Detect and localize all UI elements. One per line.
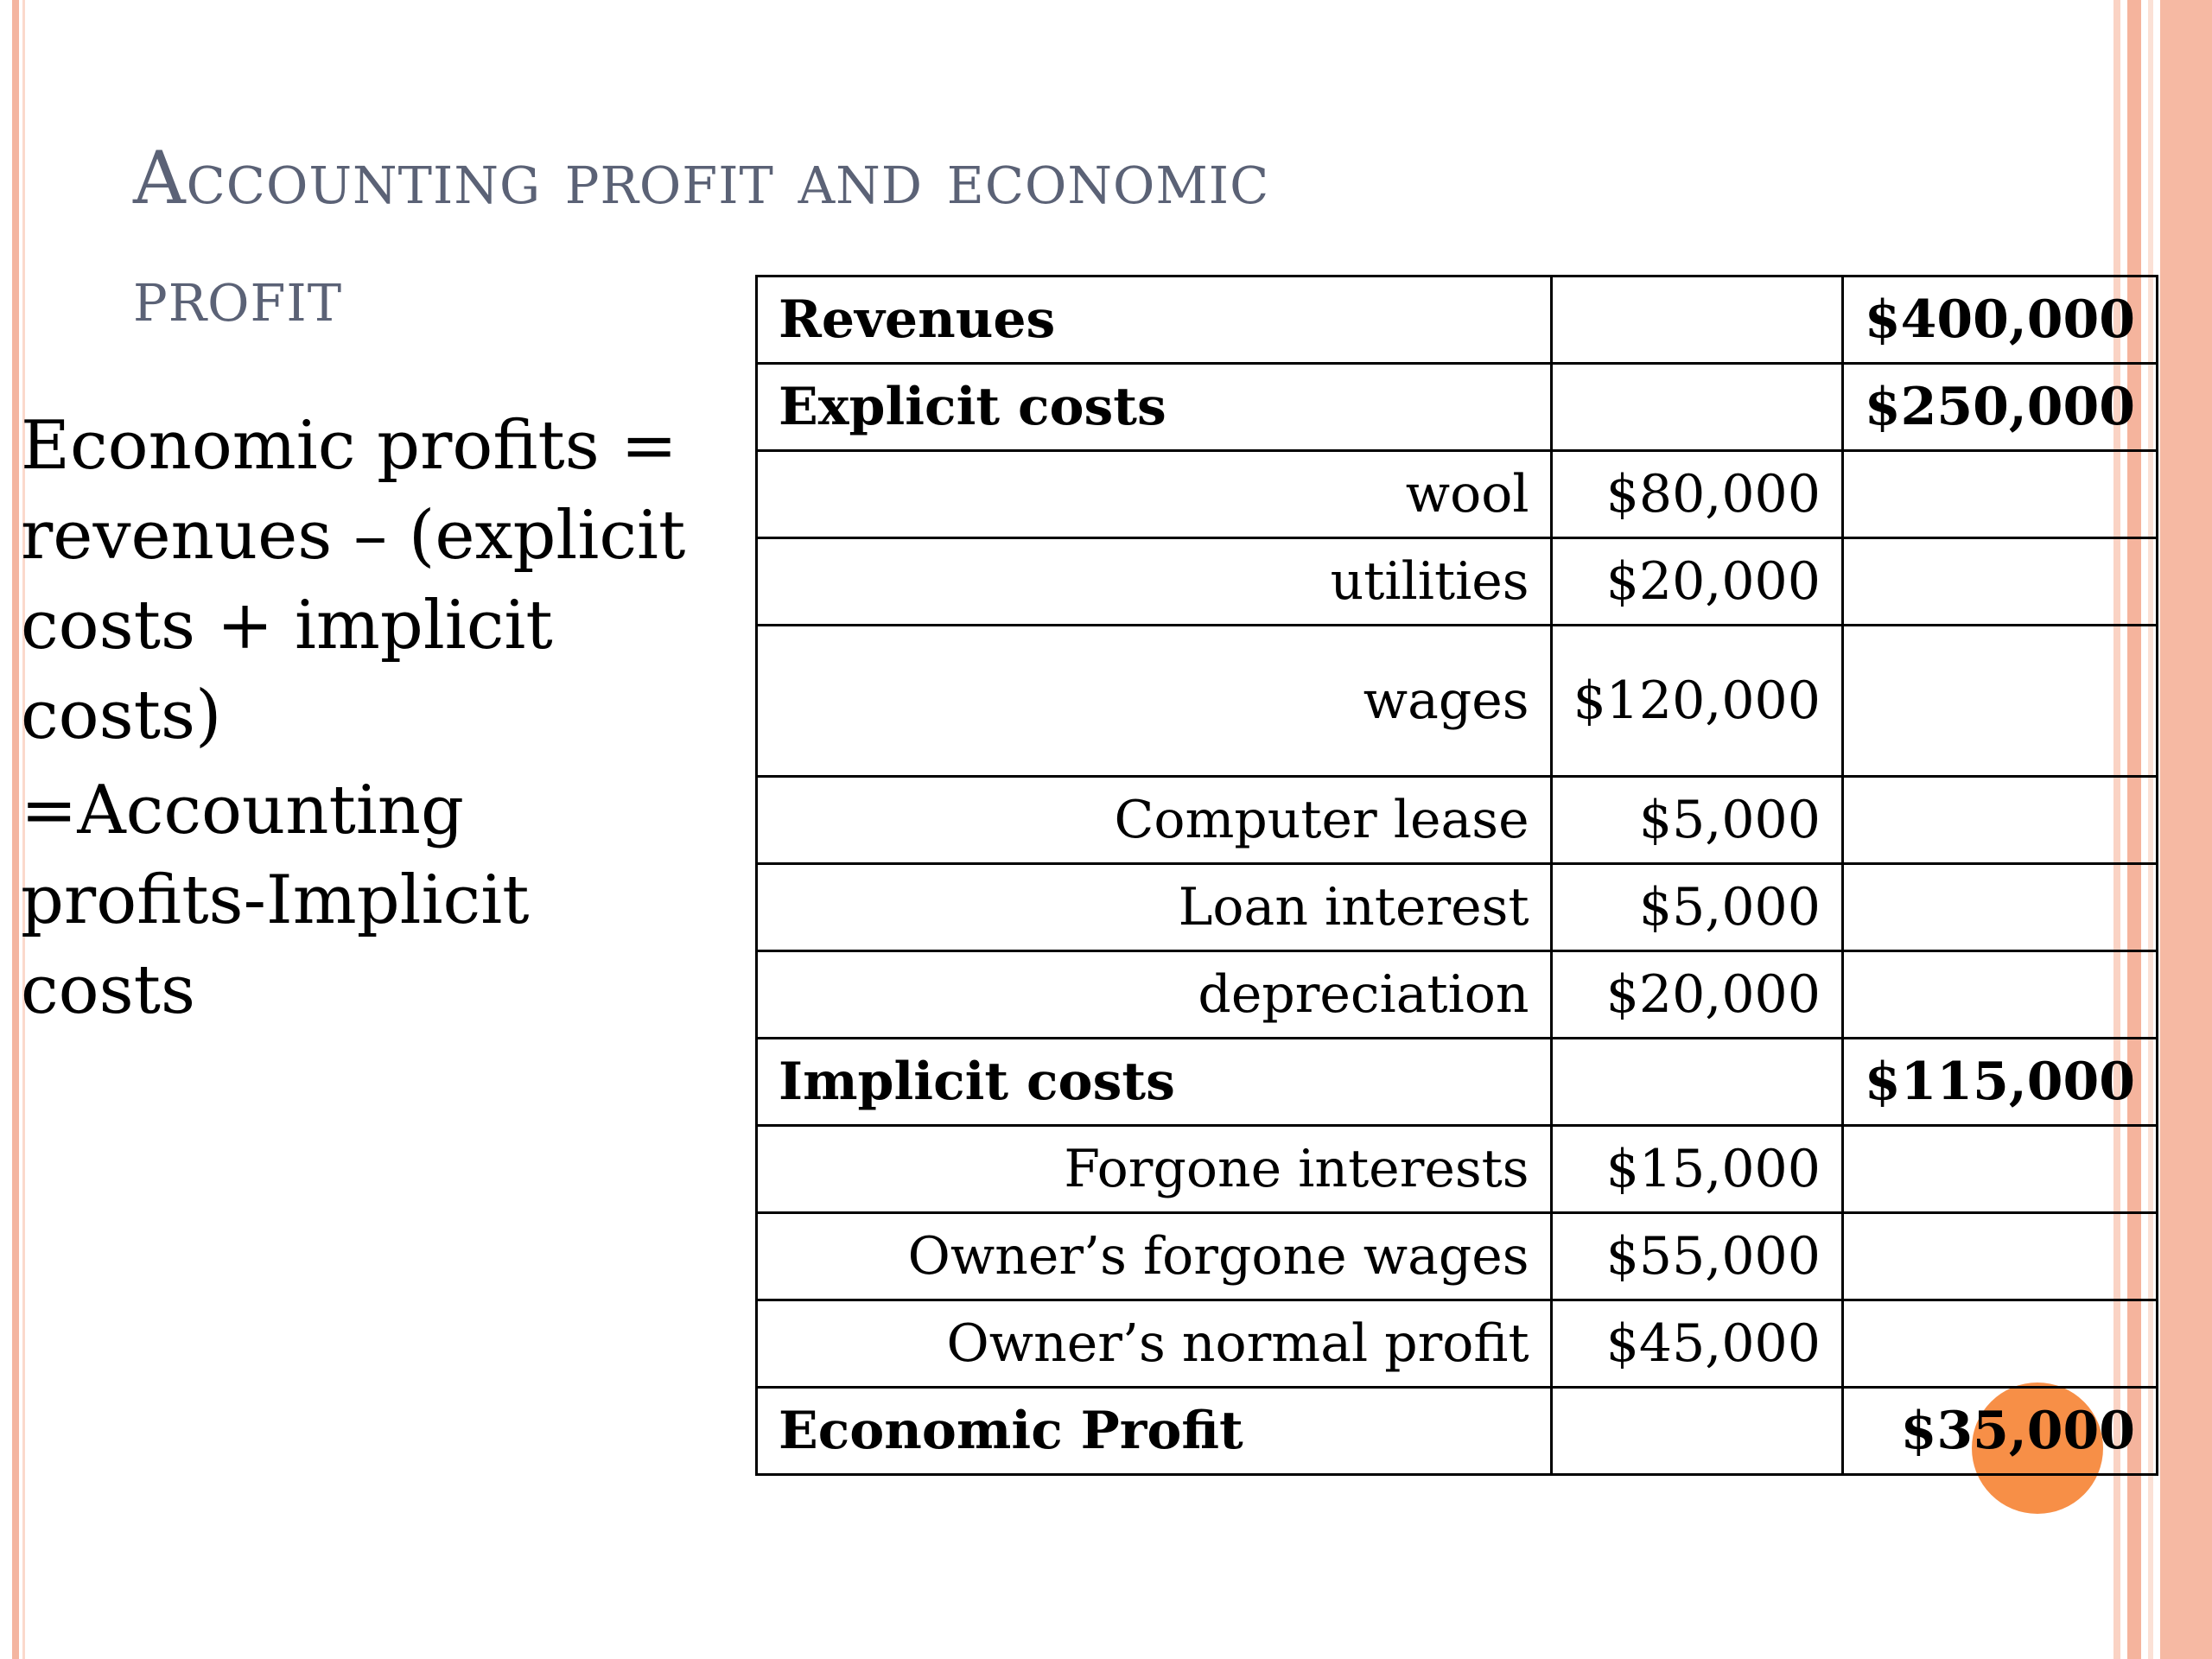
table-row	[757, 451, 2158, 538]
table-row	[757, 626, 2158, 777]
row-label-cell: Owner’s forgone wages	[757, 1213, 1552, 1300]
slide-body	[21, 401, 712, 1040]
table-row	[757, 276, 2158, 364]
row-amount-cell	[1551, 364, 1842, 451]
row-label-cell: Loan interest	[757, 864, 1552, 951]
table-row	[757, 951, 2158, 1039]
row-total-cell	[1842, 451, 2157, 538]
table-row	[757, 1039, 2158, 1126]
profit-table	[755, 275, 2158, 1476]
table-row	[757, 538, 2158, 626]
row-amount-cell	[1551, 1039, 1842, 1126]
slide-title-line1: Accounting profit and economic	[133, 136, 1270, 220]
left-border-decoration	[12, 0, 19, 1659]
row-amount-cell: $5,000	[1551, 777, 1842, 864]
row-total-cell	[1842, 1300, 2157, 1388]
row-label-cell: depreciation	[757, 951, 1552, 1039]
right-border-stripe	[2160, 0, 2212, 1659]
row-label-cell: Implicit costs	[757, 1039, 1552, 1126]
row-amount-cell: $45,000	[1551, 1300, 1842, 1388]
row-total-cell	[1842, 626, 2157, 777]
row-label-cell: Computer lease	[757, 777, 1552, 864]
row-label-cell: utilities	[757, 538, 1552, 626]
row-label-cell: Revenues	[757, 276, 1552, 364]
row-total-cell: $250,000	[1842, 364, 2157, 451]
row-total-cell	[1842, 777, 2157, 864]
row-amount-cell	[1551, 276, 1842, 364]
table-row	[757, 1388, 2158, 1475]
row-label-cell: wool	[757, 451, 1552, 538]
row-amount-cell: $15,000	[1551, 1126, 1842, 1213]
table-row	[757, 1300, 2158, 1388]
table-row	[757, 1213, 2158, 1300]
row-amount-cell: $20,000	[1551, 538, 1842, 626]
row-amount-cell: $55,000	[1551, 1213, 1842, 1300]
row-amount-cell: $80,000	[1551, 451, 1842, 538]
row-total-cell	[1842, 538, 2157, 626]
profit-table-body	[757, 276, 2158, 1475]
row-label-cell: Explicit costs	[757, 364, 1552, 451]
row-total-cell	[1842, 1126, 2157, 1213]
row-total-cell	[1842, 951, 2157, 1039]
row-label-cell: wages	[757, 626, 1552, 777]
table-row	[757, 1126, 2158, 1213]
row-amount-cell: $20,000	[1551, 951, 1842, 1039]
formula-paragraph-2: =Accounting profits-Implicit costs	[21, 772, 530, 1029]
row-total-cell: $400,000	[1842, 276, 2157, 364]
formula-paragraph-1: Economic profits = revenues – (explicit costs + implicit costs)	[21, 407, 686, 754]
table-row	[757, 364, 2158, 451]
row-amount-cell: $5,000	[1551, 864, 1842, 951]
row-amount-cell	[1551, 1388, 1842, 1475]
slide-title-line2: profit	[133, 253, 343, 338]
row-label-cell: Forgone interests	[757, 1126, 1552, 1213]
row-label-cell: Economic Profit	[757, 1388, 1552, 1475]
row-total-cell	[1842, 1213, 2157, 1300]
row-amount-cell: $120,000	[1551, 626, 1842, 777]
table-row	[757, 864, 2158, 951]
row-total-cell	[1842, 864, 2157, 951]
table-row	[757, 777, 2158, 864]
row-total-cell: $115,000	[1842, 1039, 2157, 1126]
row-label-cell: Owner’s normal profit	[757, 1300, 1552, 1388]
row-total-cell: $35,000	[1842, 1388, 2157, 1475]
